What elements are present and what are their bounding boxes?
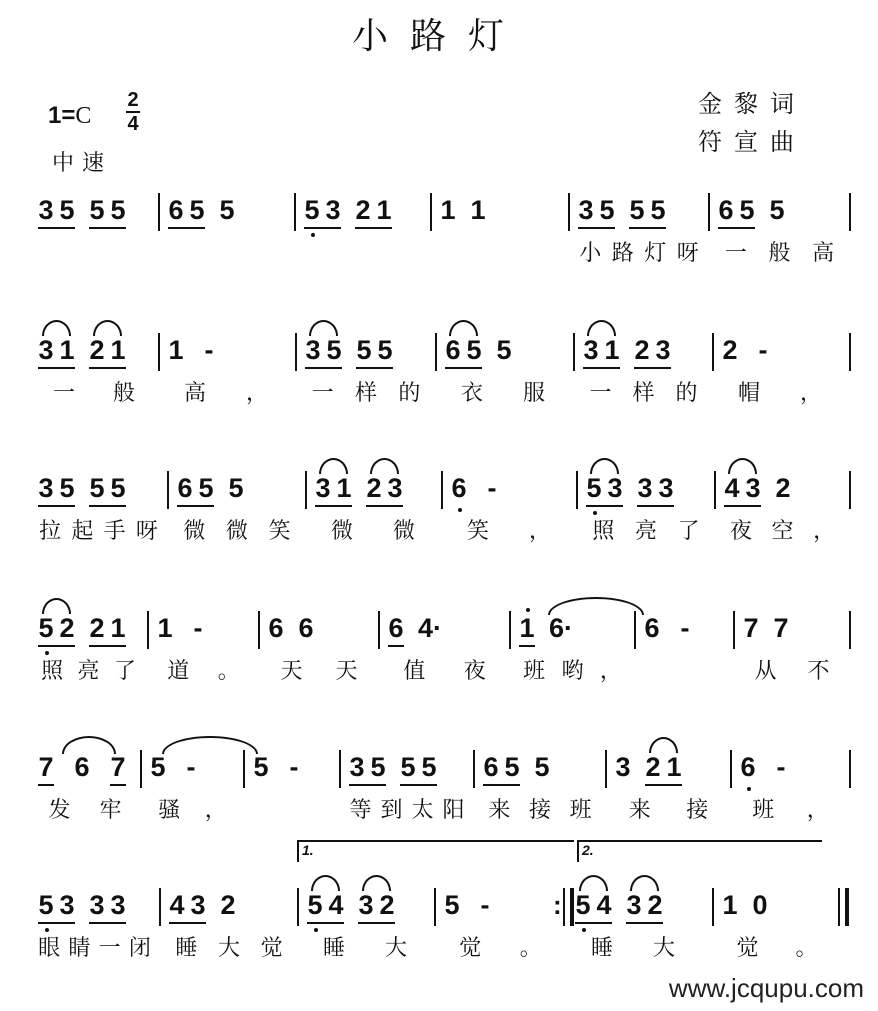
note: 6 (268, 613, 284, 643)
slur (42, 320, 71, 336)
volta-1: 1. (297, 840, 574, 862)
note: 1 (59, 335, 75, 365)
note: 5 (629, 195, 645, 225)
note: 3 (637, 473, 653, 503)
measure (607, 752, 730, 792)
staff-row (0, 195, 878, 275)
note: 3 (578, 195, 594, 225)
measure (299, 890, 434, 930)
note: 4 (724, 473, 740, 503)
barline (849, 750, 851, 788)
beamed-group (110, 752, 126, 786)
measure (436, 890, 565, 930)
beamed-group (575, 890, 612, 924)
beamed-group (629, 195, 666, 229)
note: 3 (38, 195, 54, 225)
lyric-segment: 夜空， (729, 519, 855, 544)
beamed-group (366, 473, 403, 507)
beamed-group (356, 335, 393, 369)
measure (443, 473, 576, 513)
measure (735, 613, 849, 653)
note: 1 (470, 195, 486, 225)
beamed-group (38, 613, 75, 647)
measure (30, 473, 167, 513)
note: 1 (519, 613, 535, 643)
note: 1 (110, 335, 126, 365)
note: 4· (418, 613, 443, 643)
note: 7 (773, 613, 789, 643)
note: 4 (169, 890, 185, 920)
note: 5 (38, 890, 54, 920)
note: 5 (228, 473, 244, 503)
lyric-segment: 天天 (280, 659, 391, 684)
note: 1 (157, 613, 173, 643)
beamed-group (388, 613, 404, 647)
note: 5 (38, 613, 54, 643)
note: 5 (650, 195, 666, 225)
lyric-segment: 来接班 (488, 798, 611, 823)
note: 3 (358, 890, 374, 920)
note: 6 (168, 195, 184, 225)
note: 2 (59, 613, 75, 643)
measure (341, 752, 473, 792)
beamed-group (168, 195, 205, 229)
note: 5 (377, 335, 393, 365)
lyric-segment: 一样的 (589, 381, 719, 406)
measure (567, 890, 712, 930)
beamed-group (38, 890, 75, 924)
key-prefix: 1= (48, 102, 76, 129)
lyric-segment: 睡大 (591, 936, 716, 961)
measure (714, 890, 840, 930)
lyric-segment: 高， (184, 381, 309, 406)
note: 2 (89, 335, 105, 365)
note: 2 (775, 473, 791, 503)
note: 1 (376, 195, 392, 225)
measure (732, 752, 849, 792)
note: 2 (355, 195, 371, 225)
note: 3 (655, 335, 671, 365)
repeat-dots: : (553, 890, 562, 920)
measure (716, 473, 849, 513)
note: 2 (722, 335, 738, 365)
note: 3 (387, 473, 403, 503)
measure (30, 195, 158, 235)
beamed-group (304, 195, 341, 229)
lyric-segment: 眼睛一闭 (38, 936, 160, 961)
note: 5 (326, 335, 342, 365)
note: 3 (305, 335, 321, 365)
note: 3 (626, 890, 642, 920)
measure (142, 752, 243, 792)
measure (475, 752, 605, 792)
beamed-group (637, 473, 674, 507)
beamed-group (89, 890, 126, 924)
composer-credit: 符宣曲 (698, 128, 806, 156)
measure (297, 335, 435, 375)
dash-extension: - (680, 613, 690, 643)
note: 5 (150, 752, 166, 782)
note: 6 (388, 613, 404, 643)
beamed-group (89, 613, 126, 647)
barline (849, 193, 851, 231)
lyric-segment: 觉。 (736, 936, 855, 961)
measure (260, 613, 378, 653)
dash-extension: - (204, 335, 214, 365)
measure (30, 752, 140, 792)
tie (548, 597, 644, 615)
note: 5 (370, 752, 386, 782)
beamed-group (177, 473, 214, 507)
measure (30, 890, 159, 930)
measure (511, 613, 634, 653)
note: 6 (644, 613, 660, 643)
lyric-segment: 班， (752, 798, 862, 823)
beamed-group (483, 752, 520, 786)
lyric-segment: 一般高 (724, 241, 856, 266)
time-signature (126, 90, 140, 134)
tie (62, 736, 116, 754)
final-barline (838, 888, 849, 926)
dash-extension: - (480, 890, 490, 920)
time-bottom: 4 (127, 113, 139, 135)
staff-row (0, 842, 878, 970)
beamed-group (400, 752, 437, 786)
beamed-group (169, 890, 206, 924)
dash-extension: - (758, 335, 768, 365)
lyric-segment: 班哟， (523, 659, 639, 684)
lyric-segment: 骚， (158, 798, 252, 823)
note: 5 (575, 890, 591, 920)
lyric-segment: 一般 (53, 381, 174, 406)
slur (728, 458, 757, 474)
lyric-segment: 衣服 (461, 381, 586, 406)
measure (636, 613, 733, 653)
lyric-segment: 值夜 (403, 659, 525, 684)
lyric-segment: 从不 (754, 659, 861, 684)
note: 3 (615, 752, 631, 782)
note: 3 (190, 890, 206, 920)
beamed-group (305, 335, 342, 369)
note: 6 (177, 473, 193, 503)
note: 3 (583, 335, 599, 365)
beamed-group (38, 335, 75, 369)
beamed-group (89, 473, 126, 507)
note: 1 (666, 752, 682, 782)
note: 5 (59, 195, 75, 225)
slur (579, 875, 608, 891)
note: 5 (356, 335, 372, 365)
beamed-group (634, 335, 671, 369)
measure (432, 195, 568, 235)
note: 7 (38, 752, 54, 782)
note: 5 (400, 752, 416, 782)
slur (42, 598, 71, 614)
note: 1 (336, 473, 352, 503)
note: 1 (722, 890, 738, 920)
lyric-segment: 帽， (738, 381, 863, 406)
beamed-group (718, 195, 755, 229)
note: 3 (89, 890, 105, 920)
note: 2 (89, 613, 105, 643)
dash-extension: - (193, 613, 203, 643)
beamed-group (445, 335, 482, 369)
note: 5 (110, 195, 126, 225)
note: 5 (110, 473, 126, 503)
beamed-group (38, 195, 75, 229)
note: 1 (440, 195, 456, 225)
beamed-group (519, 613, 535, 647)
note: 0 (752, 890, 768, 920)
lyric-segment: 照亮了 (592, 519, 721, 544)
note: 2 (220, 890, 236, 920)
note: 3 (315, 473, 331, 503)
slur (370, 458, 399, 474)
beamed-group (578, 195, 615, 229)
note: 5 (189, 195, 205, 225)
slur (587, 320, 616, 336)
beamed-group (355, 195, 392, 229)
lyric-segment: 发牢 (48, 798, 151, 823)
measure (570, 195, 708, 235)
note: 5 (496, 335, 512, 365)
note: 5 (219, 195, 235, 225)
beamed-group (89, 335, 126, 369)
note: 5 (304, 195, 320, 225)
note: 4 (596, 890, 612, 920)
lyric-segment: 来接 (628, 798, 744, 823)
dash-extension: - (487, 473, 497, 503)
note: 3 (59, 890, 75, 920)
note: 6· (549, 613, 574, 643)
measure (296, 195, 430, 235)
beamed-group (583, 335, 620, 369)
note: 6 (483, 752, 499, 782)
measure (710, 195, 849, 235)
note: 1 (168, 335, 184, 365)
staff-row (0, 335, 878, 415)
lyric-segment: 睡大 (323, 936, 448, 961)
staff-row (0, 473, 878, 553)
slur (630, 875, 659, 891)
beamed-group (38, 752, 54, 786)
note: 6 (298, 613, 314, 643)
note: 3 (110, 890, 126, 920)
lyric-segment: 一样的 (311, 381, 442, 406)
lyric-segment: 睡大觉 (175, 936, 304, 961)
key-note: C (75, 103, 92, 129)
note: 6 (451, 473, 467, 503)
barline (849, 333, 851, 371)
note: 3 (38, 335, 54, 365)
note: 3 (607, 473, 623, 503)
beamed-group (315, 473, 352, 507)
note: 5 (59, 473, 75, 503)
note: 5 (253, 752, 269, 782)
beamed-group (626, 890, 663, 924)
slur (93, 320, 122, 336)
key-signature (48, 102, 91, 130)
lyric-segment: 等到太阳 (349, 798, 474, 823)
slur (362, 875, 391, 891)
note: 5 (504, 752, 520, 782)
note: 5 (466, 335, 482, 365)
note: 2 (645, 752, 661, 782)
note: 5 (444, 890, 460, 920)
measure (245, 752, 339, 792)
beamed-group (38, 473, 75, 507)
dash-extension: - (186, 752, 196, 782)
measure (161, 890, 297, 930)
lyric-segment: 道。 (167, 659, 269, 684)
note: 5 (739, 195, 755, 225)
lyric-segment: 照亮了 (41, 659, 151, 684)
beamed-group (358, 890, 395, 924)
measure (30, 335, 158, 375)
volta-2: 2. (577, 840, 822, 862)
measure (578, 473, 714, 513)
note: 2 (379, 890, 395, 920)
note: 2 (634, 335, 650, 365)
note: 5 (421, 752, 437, 782)
note: 3 (38, 473, 54, 503)
note: 1 (604, 335, 620, 365)
note: 2 (647, 890, 663, 920)
measure (160, 335, 295, 375)
lyric-segment: 微微 (331, 519, 456, 544)
measure (307, 473, 441, 513)
note: 6 (740, 752, 756, 782)
measure (149, 613, 258, 653)
note: 5 (586, 473, 602, 503)
beamed-group (586, 473, 623, 507)
lyricist-credit: 金黎词 (698, 90, 806, 118)
song-title: 小路灯 (351, 16, 526, 57)
slur (649, 737, 678, 753)
note: 1 (110, 613, 126, 643)
barline (849, 611, 851, 649)
slur (309, 320, 338, 336)
note: 7 (743, 613, 759, 643)
time-top: 2 (127, 89, 139, 111)
watermark: www.jcqupu.com (668, 973, 864, 1003)
lyric-segment: 小路灯呀 (579, 241, 710, 266)
staff-row (0, 613, 878, 693)
measure (169, 473, 305, 513)
note: 5 (599, 195, 615, 225)
measure (714, 335, 849, 375)
slur (319, 458, 348, 474)
note: 3 (658, 473, 674, 503)
note: 6 (74, 752, 90, 782)
measure (160, 195, 294, 235)
note: 2 (366, 473, 382, 503)
note: 5 (769, 195, 785, 225)
lyric-segment: 拉起手呀 (39, 519, 169, 544)
lyric-segment: 微微笑 (183, 519, 312, 544)
note: 3 (349, 752, 365, 782)
note: 5 (534, 752, 550, 782)
note: 5 (89, 195, 105, 225)
note: 5 (307, 890, 323, 920)
barline (849, 471, 851, 509)
lyric-segment: 觉。 (459, 936, 581, 961)
beamed-group (307, 890, 344, 924)
beamed-group (645, 752, 682, 786)
slur (449, 320, 478, 336)
note: 7 (110, 752, 126, 782)
staff-row (0, 752, 878, 832)
note: 5 (89, 473, 105, 503)
lyric-segment: 笑， (467, 519, 592, 544)
beamed-group (89, 195, 126, 229)
tempo-marking: 中速 (52, 150, 113, 175)
note: 3 (745, 473, 761, 503)
tie (162, 736, 258, 754)
measure (30, 613, 147, 653)
dash-extension: - (289, 752, 299, 782)
note: 3 (325, 195, 341, 225)
note: 5 (198, 473, 214, 503)
measure (380, 613, 509, 653)
slur (311, 875, 340, 891)
dash-extension: - (776, 752, 786, 782)
measure (575, 335, 712, 375)
slur (590, 458, 619, 474)
note: 4 (328, 890, 344, 920)
note: 6 (445, 335, 461, 365)
beamed-group (349, 752, 386, 786)
beamed-group (724, 473, 761, 507)
note: 6 (718, 195, 734, 225)
measure (437, 335, 573, 375)
